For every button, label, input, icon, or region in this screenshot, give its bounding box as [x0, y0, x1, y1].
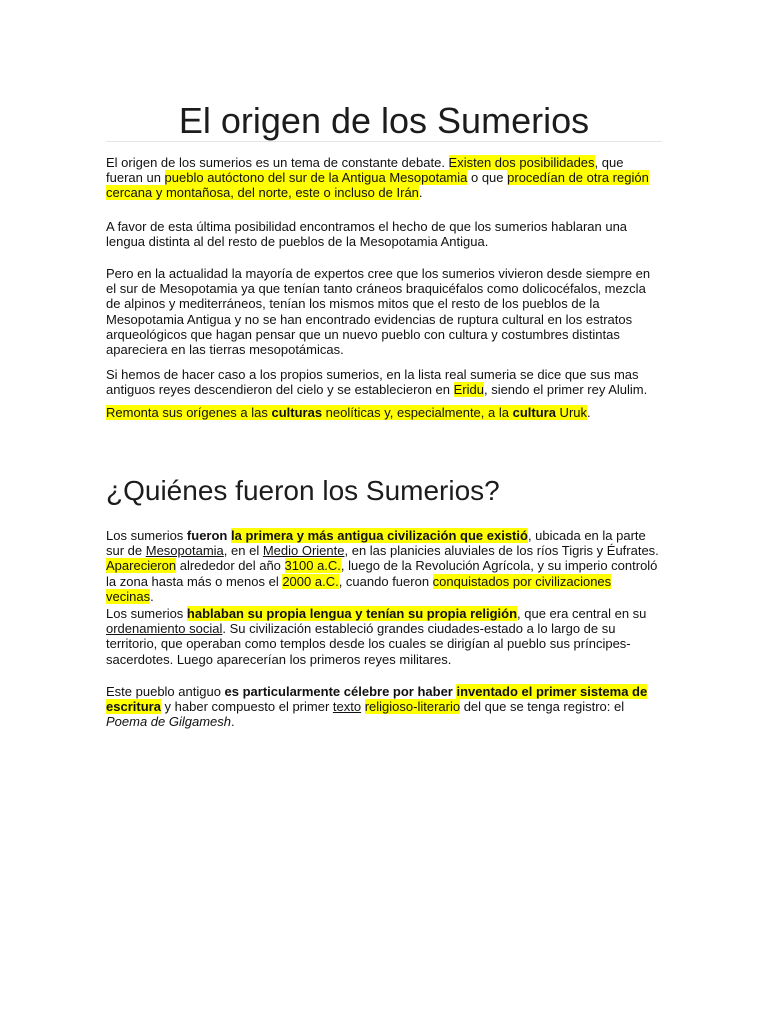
highlight: 3100 a.C.: [284, 558, 341, 574]
highlight: procedían de otra región cercana y montañosa, del norte, este o incluso de Irán: [106, 170, 649, 201]
highlight: Existen dos posibilidades: [448, 155, 595, 170]
highlight: 2000 a.C.: [282, 573, 339, 589]
highlight: pueblo autóctono del sur de la Antigua Mesopotamia: [164, 170, 468, 186]
paragraph-religion: Los sumerios hablaban su propia lengua y tenían su propia religión, que era central en su ordenamiento social. Su civilización estableció grandes ciudades-estado a lo largo de su territorio, que operaban como templos desde los cuales se dirigían al pueblo sus príncipes-sacerdotes. Luego aparecerían los primeros reyes militares.: [106, 606, 647, 667]
paragraph-kings: Si hemos de hacer caso a los propios sumerios, en la lista real sumeria se dice que sus mas antiguos reyes descendieron del cielo y se establecieron en Eridu, siendo el primer rey Alulim.: [106, 367, 648, 398]
highlight: hablaban su propia lengua y tenían su propia religión: [186, 606, 518, 621]
highlight: Aparecieron: [106, 558, 177, 574]
paragraph-experts: Pero en la actualidad la mayoría de expertos cree que los sumerios vivieron desde siempre en el sur de Mesopotamia ya que tenían tanto cráneos braquicéfalos como dolicocéfalos, mezcla de alpinos y mediterráneos, tenían los mismos mitos que el resto de los pueblos de la Mesopotamia Antigua y no se han encontrado evidencias de ruptura cultural en los estratos arqueológicos que hagan pensar que un nuevo pueblo con cultura y costumbres distintas apareciera en las tierras mesopotámicas.: [106, 266, 651, 358]
paragraph-cultures: Remonta sus orígenes a las culturas neolíticas y, especialmente, a la cultura Uruk.: [106, 405, 591, 420]
highlight: inventado el primer sistema de escritura: [106, 684, 648, 715]
paragraph-language: A favor de esta última posibilidad encontramos el hecho de que los sumerios hablaran una lengua distinta al del resto de pueblos de la Mesopotamia Antigua.: [106, 219, 628, 250]
paragraph-who: Los sumerios fueron la primera y más antigua civilización que existió, ubicada en la parte sur de Mesopotamia, en el Medio Oriente, en las planicies aluviales de los ríos Tigris y Éufrates. Aparecieron alrededor del año 3100 a.C., luego de la Revolución Agrícola, y su imperio controló la zona hasta más o menos el 2000 a.C., cuando fueron conquistados por civilizaciones vecinas.: [106, 528, 659, 604]
highlight: Eridu: [453, 382, 484, 398]
link-texto[interactable]: texto: [332, 699, 362, 715]
highlight: religioso-literario: [364, 699, 461, 715]
link-ordenamiento-social[interactable]: ordenamiento social: [106, 621, 223, 637]
title-divider: [106, 141, 662, 142]
paragraph-writing: Este pueblo antiguo es particularmente célebre por haber inventado el primer sistema de escritura y haber compuesto el primer texto religioso-literario del que se tenga registro: el Poema de Gilgamesh.: [106, 684, 648, 730]
link-mesopotamia[interactable]: Mesopotamia: [145, 543, 224, 559]
paragraph-origin: El origen de los sumerios es un tema de constante debate. Existen dos posibilidades, que fueran un pueblo autóctono del sur de la Antigua Mesopotamia o que procedían de otra región cercana y montañosa, del norte, este o incluso de Irán.: [106, 155, 649, 201]
highlight: la primera y más antigua civilización que existió: [231, 528, 528, 543]
section-heading: ¿Quiénes fueron los Sumerios?: [106, 475, 500, 506]
highlight: conquistados por civilizaciones vecinas: [106, 573, 612, 604]
document-title: El origen de los Sumerios: [178, 100, 590, 141]
link-medio-oriente[interactable]: Medio Oriente: [262, 543, 345, 559]
